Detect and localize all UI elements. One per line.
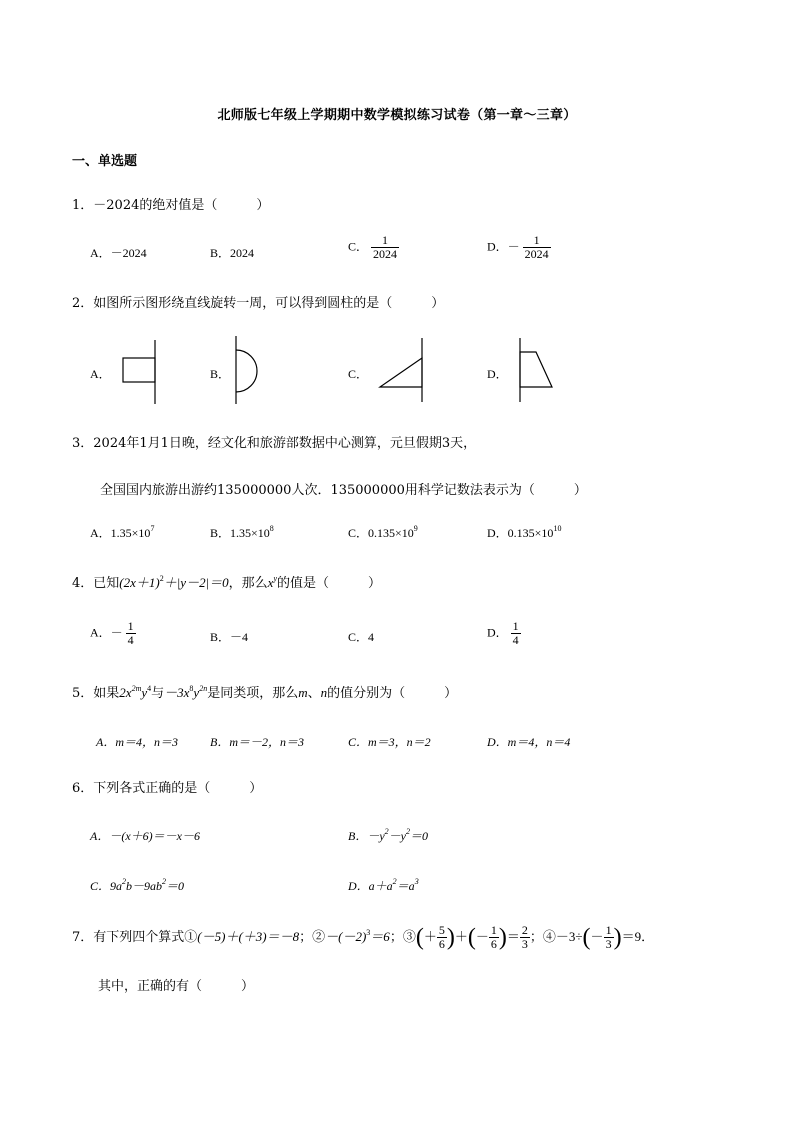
q4-xy-exponent: y [273, 574, 277, 583]
q6-option-d [348, 877, 419, 894]
q7-expr3-eq: ＝ [506, 929, 520, 944]
q4-d-label: D． [487, 625, 508, 640]
q4-stem-prefix: 4．已知 [72, 576, 120, 591]
q4-a-label: A．－ [90, 625, 123, 640]
question-6-stem: 6．下列各式正确的是（ ） [72, 781, 263, 796]
q1-option-d [487, 234, 551, 261]
q4-d-denominator: 4 [512, 633, 519, 647]
q6-d-exp2: 3 [414, 877, 419, 886]
question-5-stem [72, 682, 457, 701]
q5-term1-y: y [141, 685, 148, 700]
q5-stem-middle2: 是同类项，那么 [207, 686, 299, 701]
q6-c-part1: C．9a [90, 879, 123, 893]
q4-expr2: ＋|y－2|＝0 [163, 575, 229, 590]
question-2-stem: 2．如图所示图形绕直线旋转一周，可以得到圆柱的是（ ） [72, 296, 445, 311]
q7-expr2-exponent: 3 [366, 928, 371, 937]
q5-stem-prefix: 5．如果 [72, 686, 120, 701]
q1-c-denominator: 2024 [373, 247, 398, 261]
q5-option-b: B．m＝－2，n＝3 [210, 735, 304, 749]
q4-option-b: B．－4 [210, 630, 249, 644]
q7-expr3-mid: ＋ [454, 929, 468, 944]
q7-f3-num: 2 [521, 923, 528, 937]
q5-term1-x-exponent: 2m [131, 684, 142, 693]
q1-d-denominator: 2024 [524, 247, 549, 261]
q5-term2-y: y [193, 685, 200, 700]
q1-d-numerator: 1 [533, 233, 540, 247]
q6-c-exp2: 2 [162, 877, 167, 886]
q7-expr3-frac3 [520, 924, 530, 951]
q4-option-c: C．4 [348, 630, 375, 644]
q5-separator: 、 [307, 686, 321, 701]
q6-b-exp2: 2 [406, 827, 410, 836]
q7-expr4-minus: － [590, 929, 604, 944]
q7-f1-num: 5 [438, 923, 445, 937]
q7-expr3-minus: － [475, 929, 489, 944]
q4-expr1-exponent: 2 [159, 574, 164, 583]
q7-expr2-result: ＝6 [370, 929, 390, 944]
q4-d-fraction [511, 620, 521, 647]
q2-option-c: C． [348, 367, 369, 381]
q3-a-exponent: 7 [150, 524, 155, 533]
q2-figure-d-trapezoid [516, 338, 556, 404]
q5-stem-suffix: 的值分别为（ ） [327, 686, 458, 701]
question-7-stem-line2: 其中，正确的有（ ） [98, 979, 255, 994]
question-7-stem: 7．有下列四个算式①(－5)＋(＋3)＝－8；$②-(-2)^3=6$；③(＋ $\frac{5}{6}$ )＋(－ $\frac{1}{6}$ )＝ $\frac{2}{3}$ ；④－3÷(－ $\frac{1}{3}$ )＝9． [72, 923, 655, 951]
q2-figure-c-triangle [376, 338, 426, 404]
q4-a-fraction [126, 620, 136, 647]
q2-option-a: A． [90, 367, 111, 381]
q4-option-d [487, 620, 521, 647]
q5-var-m: m [298, 685, 308, 700]
q6-b-part2: －y [388, 829, 406, 843]
q1-option-b: B．2024 [210, 246, 255, 260]
question-4-stem [72, 572, 381, 591]
q6-d-exp1: 2 [392, 877, 397, 886]
q4-d-numerator: 1 [512, 619, 519, 633]
q4-stem-suffix: 的值是（ ） [277, 576, 382, 591]
q3-option-d [487, 524, 561, 541]
q7-f4-den: 3 [605, 937, 612, 951]
q6-b-part1: B．－y [348, 829, 385, 843]
q3-a-base: A．1.35×10 [90, 526, 151, 540]
q7-f2-den: 6 [490, 937, 497, 951]
question-3-stem-line2: 全国国内旅游出游约135000000人次．135000000用科学记数法表示为（ ） [100, 483, 587, 498]
q3-d-exponent: 10 [553, 524, 562, 533]
q3-d-base: D．0.135×10 [487, 526, 554, 540]
q4-expr1: (2x＋1) [119, 575, 160, 590]
q7-expr4-prefix: －3÷ [555, 929, 583, 944]
q6-b-exp1: 2 [384, 827, 389, 836]
q3-option-b [210, 524, 274, 541]
q5-var-n: n [320, 685, 328, 700]
q7-expr4-result: ＝9 [621, 929, 642, 944]
page-title: 北师版七年级上学期期中数学模拟练习试卷（第一章～三章） [217, 108, 577, 123]
q2-option-b: B． [210, 367, 231, 381]
q2-figure-b-semicircle [230, 336, 270, 406]
q4-a-denominator: 4 [127, 633, 134, 647]
q7-expr2-base: －(－2) [325, 929, 367, 944]
q2-option-d: D． [487, 367, 508, 381]
q5-term2-x-exponent: 8 [189, 684, 194, 693]
q7-end: ． [641, 930, 655, 945]
q6-b-part3: ＝0 [410, 829, 429, 843]
question-1-stem: 1．－2024的绝对值是（ ） [72, 198, 270, 213]
q7-expr3-plus: ＋ [423, 929, 437, 944]
q7-f1-den: 6 [438, 937, 445, 951]
q7-expr3-frac1 [437, 924, 447, 951]
q6-d-part1: D．a＋a [348, 879, 393, 893]
q1-option-c [348, 234, 399, 261]
q6-c-part2: b－9ab [126, 879, 163, 893]
q5-term2-y-exponent: 2n [199, 684, 208, 693]
q7-expr1: (－5)＋(＋3)＝－8 [197, 929, 300, 944]
q4-option-a [90, 620, 136, 647]
q7-f3-den: 3 [521, 937, 528, 951]
q7-f4-num: 1 [605, 923, 612, 937]
q3-option-a [90, 524, 154, 541]
q3-option-c [348, 524, 418, 541]
q1-option-d-label: D．－ [487, 239, 520, 254]
q7-expr3-frac2 [489, 924, 499, 951]
q6-c-part3: ＝0 [166, 879, 185, 893]
q7-expr4-frac [604, 924, 614, 951]
q6-d-part2: ＝a [396, 879, 415, 893]
q3-b-exponent: 8 [269, 524, 274, 533]
q5-option-d: D．m＝4，n＝4 [487, 735, 571, 749]
q5-stem-middle1: 与 [151, 686, 165, 701]
q4-stem-middle: ，那么 [228, 576, 268, 591]
q1-option-a: A．－2024 [90, 246, 147, 260]
q1-option-c-fraction [371, 234, 399, 261]
q1-c-numerator: 1 [382, 233, 389, 247]
q6-option-b [348, 827, 428, 844]
q5-term1-x: 2x [119, 685, 132, 700]
q5-option-a: A．m＝4，n＝3 [96, 735, 178, 749]
question-3-stem-line1: 3．2024年1月1日晚，经文化和旅游部数据中心测算，元旦假期3天， [72, 436, 477, 451]
q7-sep2: ；③ [389, 930, 416, 945]
q7-f2-num: 1 [490, 923, 497, 937]
q2-figure-a-rectangle [120, 340, 160, 405]
q4-a-numerator: 1 [127, 619, 134, 633]
q3-c-exponent: 9 [413, 524, 418, 533]
q7-sep3: ；④ [529, 930, 556, 945]
q3-c-base: C．0.135×10 [348, 526, 414, 540]
q4-xy-base: x [267, 575, 274, 590]
section-heading: 一、单选题 [72, 154, 138, 169]
q6-c-exp1: 2 [122, 877, 127, 886]
q5-term2-x: －3x [164, 685, 190, 700]
q7-sep1: ；② [299, 930, 326, 945]
q6-option-c [90, 877, 184, 894]
q5-term1-y-exponent: 4 [147, 684, 152, 693]
q6-option-a: A．－(x＋6)＝－x－6 [90, 829, 200, 843]
q7-stem-prefix: 7．有下列四个算式① [72, 930, 198, 945]
q1-option-d-fraction [523, 234, 551, 261]
q1-option-c-label: C． [348, 239, 369, 254]
q3-b-base: B．1.35×10 [210, 526, 270, 540]
q5-option-c: C．m＝3，n＝2 [348, 735, 431, 749]
